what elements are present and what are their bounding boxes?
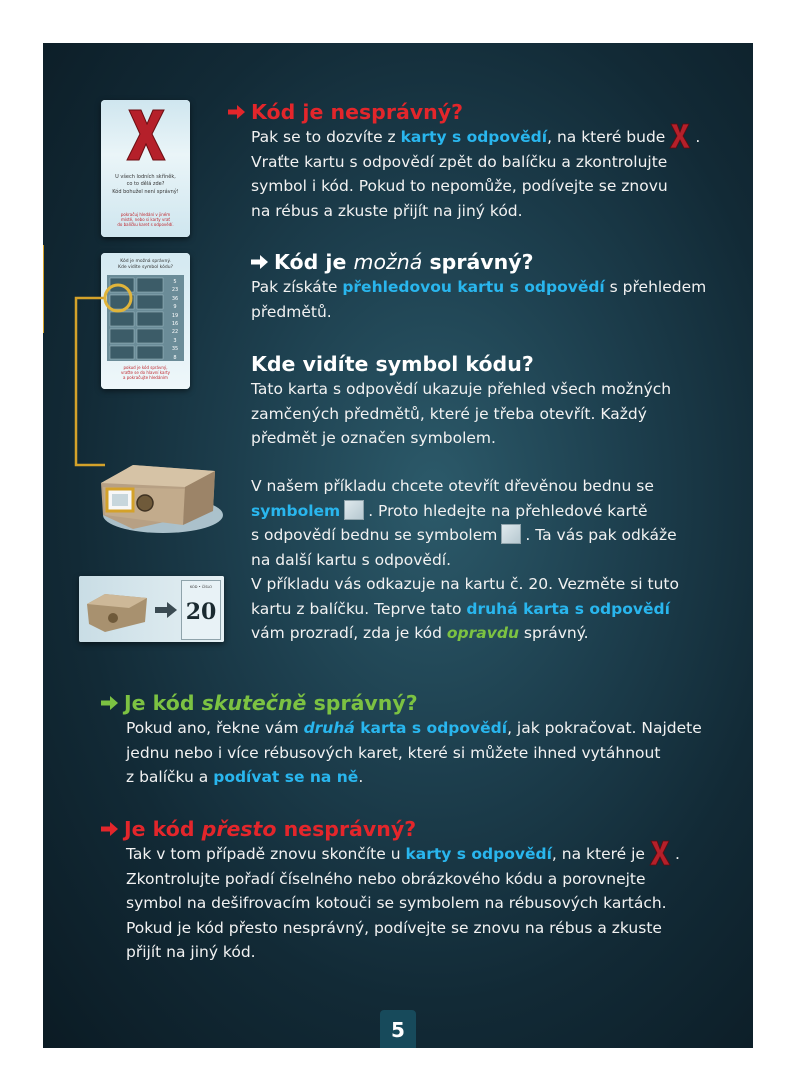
section2-line2: předmětů. [251,302,332,321]
section3-line1: Tato karta s odpovědí ukazuje přehled všech možných [251,380,672,398]
overview-num: 22 [171,329,179,336]
wooden-chest-image [93,453,223,543]
section2-heading [251,249,731,275]
section4-line5: V příkladu vás odkazuje na kartu č. 20. Vezměte si tuto [251,575,679,593]
section1-heading [228,99,738,125]
section1-line2: Vraťte kartu s odpovědí zpět do balíčku a zkontrolujte [251,152,668,171]
overview-card-term: přehledovou kartu s odpovědí [342,278,605,296]
section3-heading [251,351,731,377]
x-card-footer1: pokračuj hledání v jiném [120,212,171,217]
really-term: opravdu [446,624,519,642]
x-card-footer3: do balíčku karet s odpovědí. [117,222,174,227]
section4-line2: symbolem . Proto hledejte na přehledové kartě [251,501,648,520]
page-background [43,43,753,1048]
answer-card-term: karty s odpovědí [405,845,552,863]
symbol-term: symbolem [251,501,341,520]
overview-num: 16 [171,321,179,328]
x-mark-icon [647,840,673,866]
reference-card-image [79,576,224,642]
overview-num: 23 [171,287,179,294]
overview-card-title2: Kde vidíte symbol kódu? [118,265,173,270]
overview-card-title1: Kód je možná správný. [120,259,171,264]
arrow-right-icon [155,602,179,618]
x-card-footer2: místě, nebo si karty vrať [121,217,170,222]
section6-line2: Zkontrolujte pořadí číselného nebo obrázkového kódu a porovnejte [126,869,646,888]
section6-line3: symbol na dešifrovacím kotouči se symbolem na rébusových kartách. [126,894,667,912]
section-really-correct [101,690,741,790]
section-code-maybe-correct [251,249,731,324]
overview-num: 19 [171,312,179,319]
section6-title: Je kód přesto nesprávný? [124,817,417,841]
arrow-right-icon [101,696,118,710]
arrow-right-icon [101,822,118,836]
x-card-text3: Kód bohužel není správný! [112,189,179,195]
symbol-icon [344,500,364,520]
section-example [251,474,741,646]
overview-card-footer3: a pokračujte hledáním [123,375,168,380]
ref-card [181,580,221,640]
section1-line1: Pak se to dozvíte z karty s odpovědí, na které bude . [251,125,738,150]
overview-num: 8 [173,354,177,361]
page-number: 5 [380,1010,416,1048]
section6-heading [101,816,746,842]
overview-card-footer2: vraťte se do hlavní karty [120,370,171,375]
second-card-term: druhá karta s odpovědí [466,599,670,618]
section-where-symbol [251,351,731,451]
x-card-text1: U všech lodních skříněk, [115,174,176,180]
ref-card-header: KÓD • ČÍSLO [189,585,213,589]
section3-line2: zamčených předmětů, které je třeba otevřít. Každý [251,404,647,423]
section1-title: Kód je nesprávný? [251,100,464,124]
section-code-incorrect [228,99,738,223]
section3-title: Kde vidíte symbol kódu? [251,352,534,376]
overview-num: 3 [173,337,177,344]
section1-line3: symbol i kód. Pokud to nepomůže, podívejte se znovu [251,177,668,195]
arrow-right-icon [228,105,245,119]
section-still-incorrect [101,816,746,965]
overview-num: 9 [173,304,177,311]
arrow-right-icon [251,255,268,269]
overview-num: 5 [173,279,177,285]
section4-line6: kartu z balíčku. Teprve tato druhá karta s odpovědí [251,599,670,618]
section5-line1: Pokud ano, řekne vám druhá karta s odpovědí, jak pokračovat. Najdete [126,719,702,737]
section6-line1: Tak v tom případě znovu skončíte u karty s odpovědí, na které je . [126,842,746,867]
overview-card-footer1: pokud je kód správný, [123,365,168,370]
section5-title: Je kód skutečně správný? [124,691,418,715]
section3-line3: předmět je označen symbolem. [251,429,496,447]
symbol-icon [501,524,521,544]
ref-card-number: 20 [185,599,217,625]
chest-small-icon [83,586,153,636]
section2-line1: Pak získáte přehledovou kartu s odpovědí s přehledem [251,278,707,296]
section6-line4: Pokud je kód přesto nesprávný, podívejte se znovu na rébus a zkuste [126,918,662,937]
section6-line5: přijít na jiný kód. [126,943,256,961]
section4-line4: na další kartu s odpovědí. [251,550,452,569]
x-mark-icon [667,123,693,149]
answer-card-term: karty s odpovědí [400,128,548,146]
section5-line2: jednu nebo i více rébusových karet, které si můžete ihned vytáhnout [126,743,661,762]
overview-num: 35 [171,346,179,353]
section2-title: Kód je možná správný? [274,250,534,274]
overview-num: 36 [171,295,179,302]
x-card-text2: co to dělá zde? [126,181,165,187]
section5-heading [101,690,741,716]
section4-line3: s odpovědí bednu se symbolem . Ta vás pak odkáže [251,526,677,544]
section1-line4: na rébus a zkuste přijít na jiný kód. [251,201,523,220]
section5-line3: z balíčku a podívat se na ně. [126,768,364,786]
section4-line7: vám prozradí, zda je kód opravdu správný. [251,624,589,642]
look-at-them-term: podívat se na ně [213,768,359,786]
section4-line1: V našem příkladu chcete otevřít dřevěnou bednu se [251,477,654,495]
